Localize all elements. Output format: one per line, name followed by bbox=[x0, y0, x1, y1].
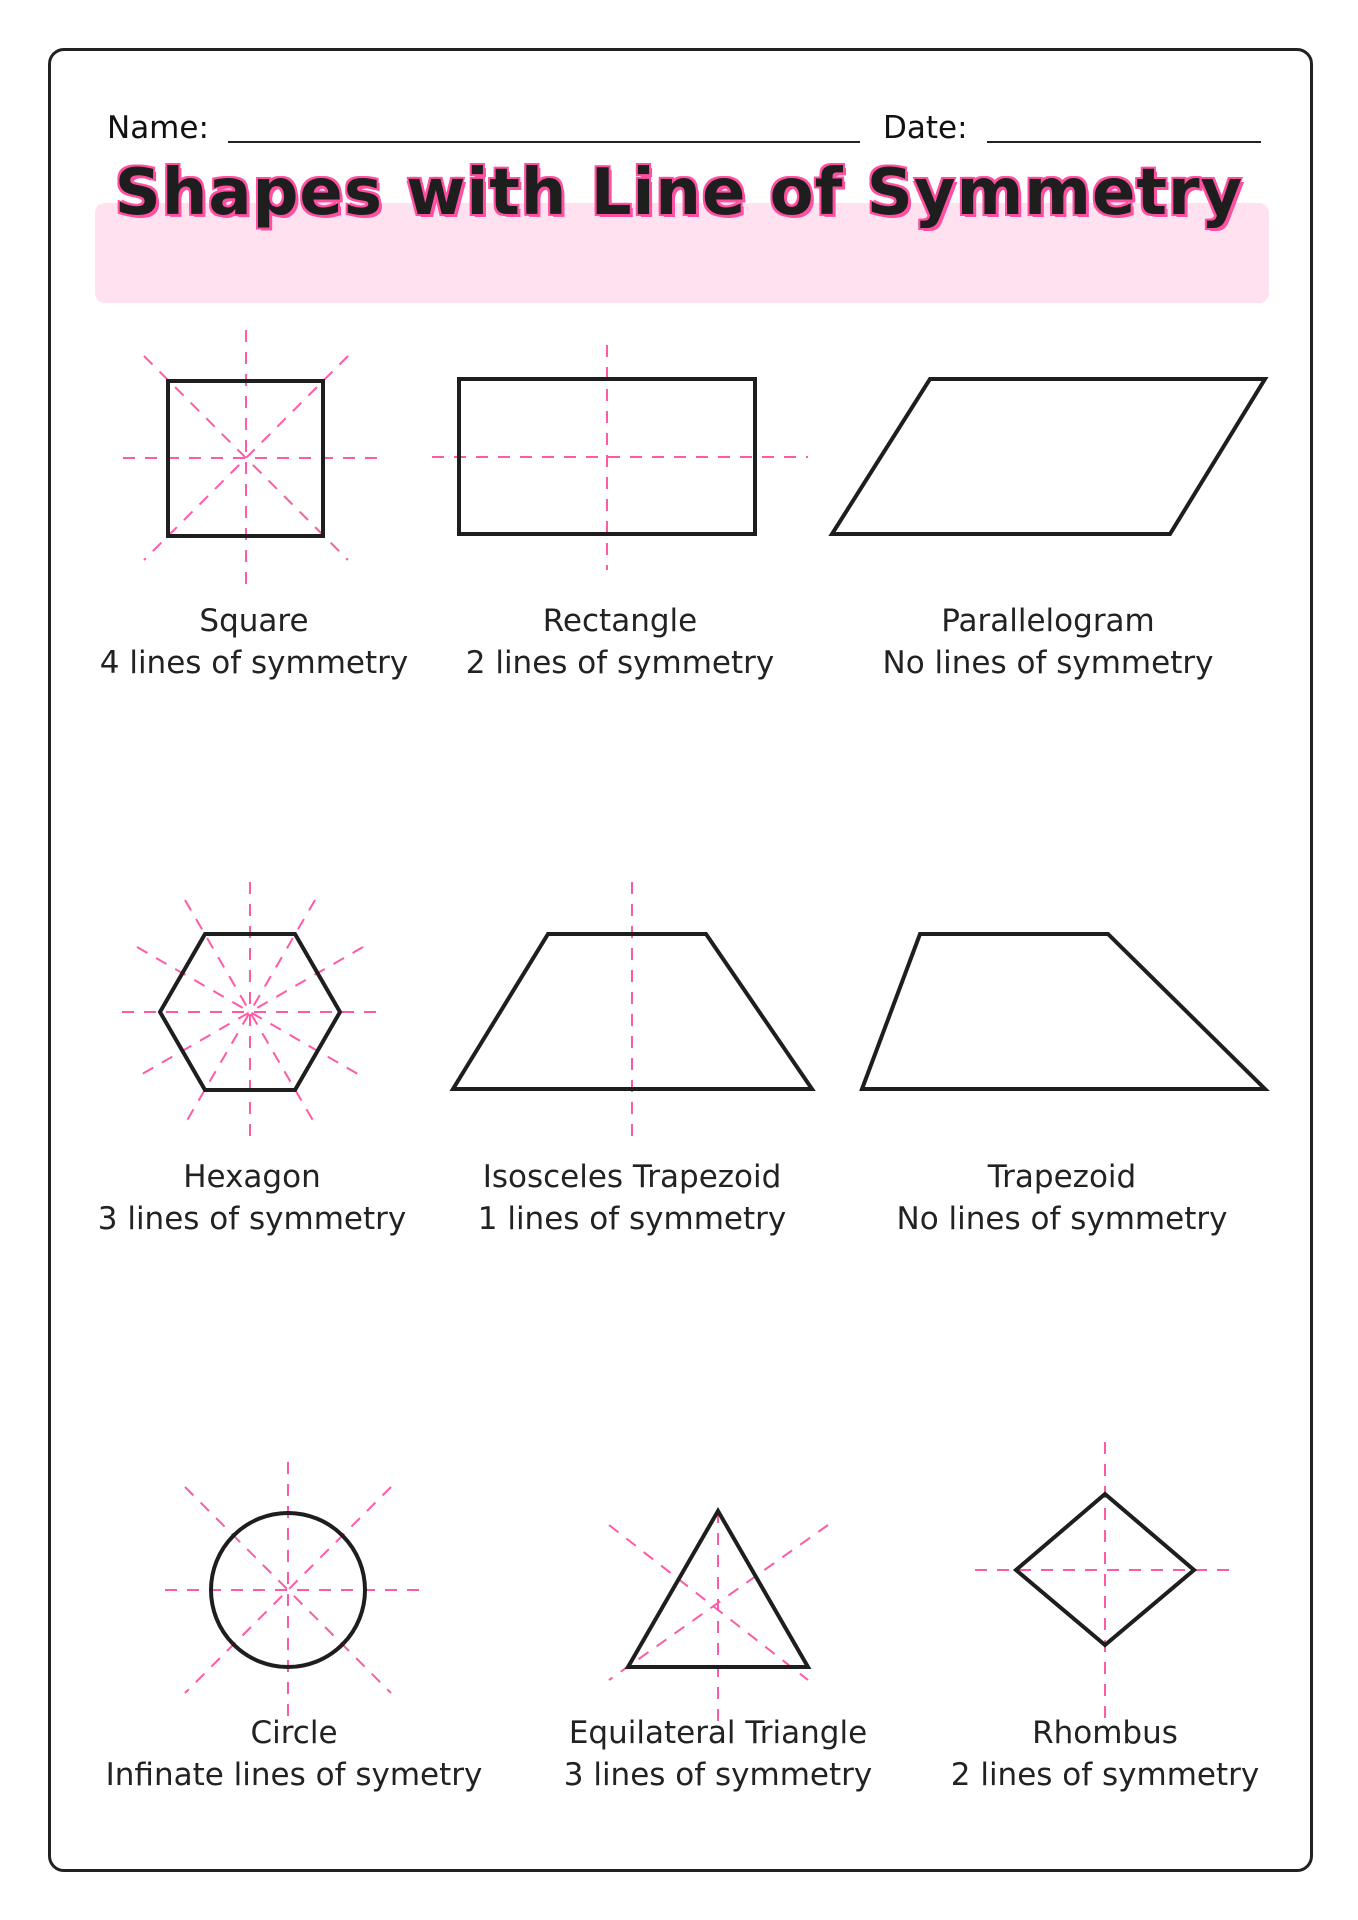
name-label: Name: bbox=[107, 110, 209, 146]
caption-equilateral-triangle bbox=[518, 1712, 918, 1796]
symmetry-count: 3 lines of symmetry bbox=[97, 1201, 407, 1237]
shape-name: Isosceles Trapezoid bbox=[482, 1159, 782, 1195]
symmetry-count: 2 lines of symmetry bbox=[950, 1757, 1260, 1793]
hexagon-shape bbox=[122, 882, 378, 1142]
shape-name: Square bbox=[199, 603, 309, 639]
caption-rhombus bbox=[905, 1712, 1305, 1796]
page-title: Shapes with Line of Symmetry bbox=[114, 156, 1244, 230]
caption-hexagon bbox=[52, 1156, 452, 1240]
caption-isosceles-trapezoid bbox=[432, 1156, 832, 1240]
shape-name: Rhombus bbox=[1032, 1715, 1178, 1751]
rectangle-shape bbox=[432, 345, 808, 570]
caption-rectangle bbox=[420, 600, 820, 684]
shape-name: Circle bbox=[250, 1715, 338, 1751]
shape-name: Rectangle bbox=[542, 603, 698, 639]
shape-name: Trapezoid bbox=[987, 1159, 1137, 1195]
symmetry-count: Infinate lines of symetry bbox=[105, 1757, 483, 1793]
shape-name: Equilateral Triangle bbox=[568, 1715, 868, 1751]
parallelogram-shape bbox=[832, 379, 1265, 534]
shape-name: Hexagon bbox=[183, 1159, 321, 1195]
circle-shape bbox=[165, 1462, 420, 1717]
caption-square bbox=[54, 600, 454, 684]
symmetry-count: 4 lines of symmetry bbox=[99, 645, 409, 681]
symmetry-count: 3 lines of symmetry bbox=[563, 1757, 873, 1793]
rhombus-shape bbox=[975, 1442, 1232, 1720]
isosceles-trapezoid-shape bbox=[453, 882, 812, 1145]
square-shape bbox=[123, 330, 378, 585]
symmetry-count: No lines of symmetry bbox=[896, 1201, 1228, 1237]
symmetry-count: 2 lines of symmetry bbox=[465, 645, 775, 681]
equilateral-triangle-shape bbox=[609, 1511, 828, 1725]
symmetry-count: 1 lines of symmetry bbox=[477, 1201, 787, 1237]
symmetry-count: No lines of symmetry bbox=[882, 645, 1214, 681]
date-label: Date: bbox=[883, 110, 968, 146]
caption-circle bbox=[94, 1712, 494, 1796]
caption-trapezoid bbox=[862, 1156, 1262, 1240]
caption-parallelogram bbox=[848, 600, 1248, 684]
shape-name: Parallelogram bbox=[941, 603, 1155, 639]
trapezoid-shape bbox=[862, 934, 1265, 1089]
